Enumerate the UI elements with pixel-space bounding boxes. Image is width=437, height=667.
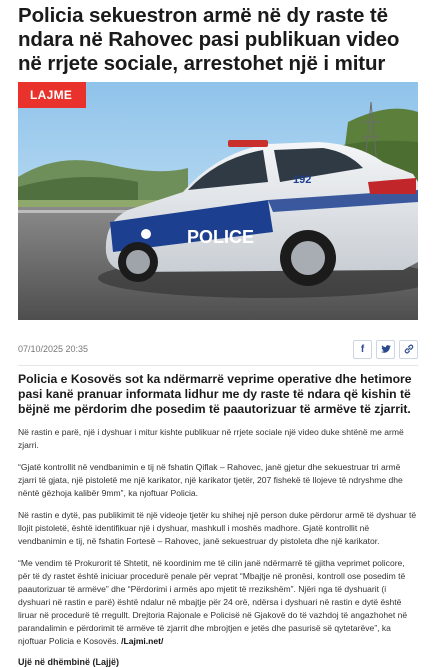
category-badge[interactable]: LAJME (18, 82, 86, 108)
facebook-icon[interactable]: f (353, 340, 372, 359)
car-number: 192 (293, 174, 312, 186)
source-credit: /Lajmi.net/ (121, 636, 164, 646)
police-car-photo (18, 82, 418, 320)
divider (18, 365, 418, 366)
article-lead: Policia e Kosovës sot ka ndërmarrë veprime operative dhe hetimore pasi kanë pranuar informata lidhur me dy raste të ndara që kishin të bëjnë me përdorim dhe posedim të paautorizuar të armëve të zjarrit. (18, 372, 412, 416)
article-meta (18, 339, 418, 359)
article-title: Policia sekuestron armë në dy raste të ndara në Rahovec pasi publikuan video në rrjete sociale, arrestohet një i mitur (18, 4, 400, 75)
paragraph-4-text: “Me vendim të Prokurorit të Shtetit, në koordinim me të cilin janë ndërmarrë të gjitha veprimet policore, për të dy rastet është iniciuar procedurë penale për veprat “Mbajtje në pronësi, kontroll ose posedim të paautorizuar të armëve” dhe “Përdorimi i armës apo mjetit të rrezikshëm”. Njëri nga të dyshuarit (i dyshuari në rastin e parë) është ndalur në mbajtje për 24 orë, ndërsa i dyshuari në rastin e dytë është liruar në procedurë të rregullt. Drejtoria Rajonale e Policisë në Gjakovë do të vazhdoj të angazhohet në parandalimin e përdorimit të armëve të zjarrit dhe mbrojtjen e jetës dhe pasurisë së qytetarëve”, ka njoftuar Policia e Kosovës. (18, 558, 408, 646)
share-buttons (353, 340, 418, 359)
twitter-icon[interactable] (376, 340, 395, 359)
link-icon[interactable] (399, 340, 418, 359)
publish-date: 07/10/2025 20:35 (18, 344, 89, 354)
article-paragraph-1: Në rastin e parë, një i dyshuar i mitur kishte publikuar në rrjete sociale një video duke shtënë me armë zjarri. (18, 427, 404, 450)
hero-image[interactable] (18, 82, 418, 320)
article-paragraph-3: Në rastin e dytë, pas publikimit të një videoje tjetër ku shihej një person duke përdorur armë të dyshuar të llojit pistoletë, është identifikuar një i dyshuar, mashkull i moshës madhore. Gjatë kontrollit në vendbanimin e tij, në fshatin Fortesë – Rahovec, janë sekuestruar dy pistoleta dhe një karikator. (18, 510, 417, 546)
next-heading-cut: Ujë në dhëmbinë (Lajjë) (18, 657, 120, 667)
police-lettering: POLICE (187, 227, 255, 247)
article-paragraph-2: “Gjatë kontrollit në vendbanimin e tij në fshatin Qiflak – Rahovec, janë gjetur dhe sekuestruar tri armë zjarri të gjata, një pistoletë me një karikator, një karikator tjetër, 207 fishekë të llojeve të ndryshme dhe nëntë gëzhoja kalibër 9mm”, ka njoftuar Policia. (18, 462, 403, 498)
article-paragraph-4 (18, 557, 418, 648)
